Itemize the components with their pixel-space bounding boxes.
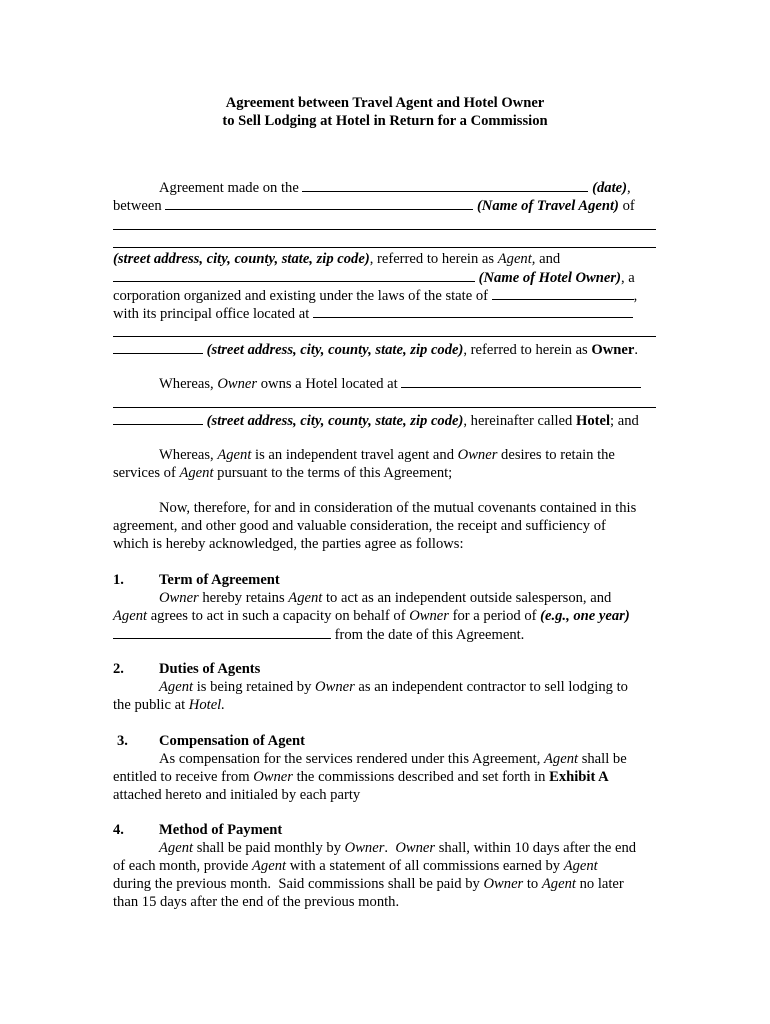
agent-address-blank-2[interactable] [113, 247, 656, 248]
section1-line-2: Agent agrees to act in such a capacity on behalf of Owner for a period of (e.g., one year) [113, 608, 630, 624]
section2-heading: 2. Duties of Agents [113, 661, 261, 677]
hotel-location-blank-3[interactable] [113, 411, 203, 425]
section4-line-4: than 15 days after the end of the previous month. [113, 894, 400, 910]
section4-line-3: during the previous month. Said commissions shall be paid by Owner to Agent no later [113, 876, 624, 892]
whereas1-line-1: Whereas, Owner owns a Hotel located at [113, 374, 641, 393]
section4-line-2: of each month, provide Agent with a statement of all commissions earned by Agent [113, 858, 598, 874]
section3-heading: 3. Compensation of Agent [117, 733, 305, 749]
section1-line-3: from the date of this Agreement. [113, 625, 524, 644]
section3-line-1: As compensation for the services rendered under this Agreement, Agent shall be [159, 751, 627, 767]
intro-line-3: (street address, city, county, state, zip code), referred to herein as Agent, and [113, 251, 561, 267]
section2-line-1: Agent is being retained by Owner as an independent contractor to sell lodging to [159, 679, 628, 695]
title-line-2: to Sell Lodging at Hotel in Return for a Commission [222, 113, 548, 129]
hotel-location-blank-2[interactable] [113, 407, 656, 408]
intro-line-6: with its principal office located at [113, 304, 633, 323]
now-therefore-line-3: which is hereby acknowledged, the parties agree as follows: [113, 536, 464, 552]
principal-office-blank-3[interactable] [113, 340, 203, 354]
hotel-address-label: (street address, city, county, state, zip code) [206, 413, 464, 429]
agent-address-blank-1[interactable] [113, 229, 656, 230]
state-blank[interactable] [492, 286, 634, 300]
hotel-location-blank[interactable] [401, 374, 641, 388]
title-line-1: Agreement between Travel Agent and Hotel Owner [225, 95, 545, 111]
term-period-blank[interactable] [113, 625, 331, 639]
travel-agent-label: (Name of Travel Agent) [476, 198, 619, 214]
whereas1-line-2: (street address, city, county, state, zip code), hereinafter called Hotel; and [113, 411, 639, 430]
section2-line-2: the public at Hotel. [113, 697, 225, 713]
now-therefore-line-2: agreement, and other good and valuable consideration, the receipt and sufficiency of [113, 518, 606, 534]
principal-office-blank[interactable] [313, 304, 633, 318]
travel-agent-name-blank[interactable] [165, 196, 473, 210]
principal-office-blank-2[interactable] [113, 336, 656, 337]
intro-line-7: (street address, city, county, state, zip code), referred to herein as Owner. [113, 340, 638, 359]
section3-line-2: entitled to receive from Owner the commissions described and set forth in Exhibit A [113, 769, 609, 785]
whereas2-line-2: services of Agent pursuant to the terms of this Agreement; [113, 465, 453, 481]
section3-line-3: attached hereto and initialed by each party [113, 787, 361, 803]
intro-line-5: corporation organized and existing under the laws of the state of , [113, 288, 638, 304]
owner-address-label: (street address, city, county, state, zip code) [206, 342, 464, 358]
date-blank[interactable] [302, 178, 588, 192]
intro-line-4: (Name of Hotel Owner), a [113, 268, 635, 287]
now-therefore-line-1: Now, therefore, for and in consideration of the mutual covenants contained in this [159, 500, 637, 516]
hotel-owner-name-blank[interactable] [113, 268, 475, 282]
section4-heading: 4. Method of Payment [113, 822, 283, 838]
intro-line-1: Agreement made on the (date), [159, 180, 631, 196]
whereas2-line-1: Whereas, Agent is an independent travel agent and Owner desires to retain the [159, 447, 615, 463]
section1-heading: 1. Term of Agreement [113, 572, 280, 588]
hotel-owner-label: (Name of Hotel Owner) [478, 270, 621, 286]
section1-line-1: Owner hereby retains Agent to act as an independent outside salesperson, and [159, 590, 612, 606]
section4-line-1: Agent shall be paid monthly by Owner. Owner shall, within 10 days after the end [159, 840, 637, 856]
date-label: (date) [592, 180, 627, 196]
agent-address-label: (street address, city, county, state, zip code) [113, 251, 370, 267]
intro-line-2: between (Name of Travel Agent) of [113, 198, 635, 214]
